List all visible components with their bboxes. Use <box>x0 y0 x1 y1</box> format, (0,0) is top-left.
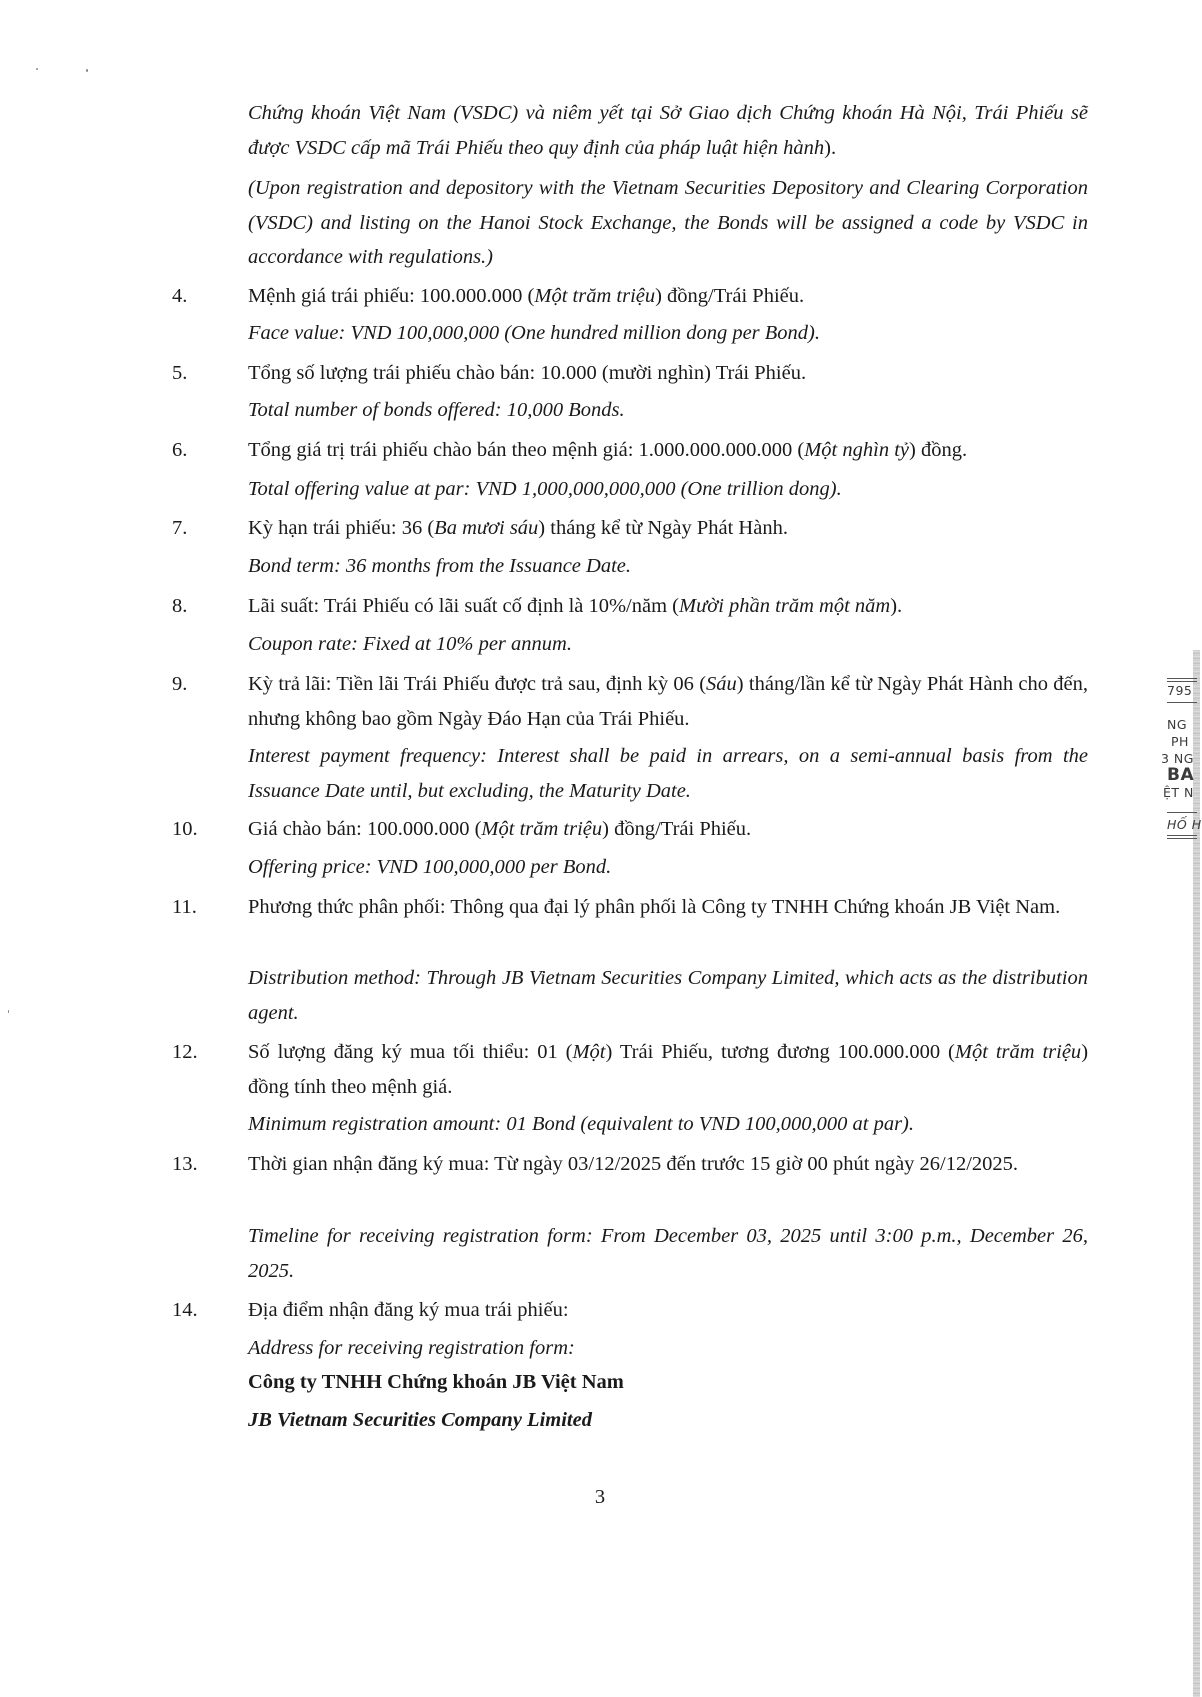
intro-english-text: (Upon registration and depository with the Vietnam Securities Depository and Clearing Corporation (VSDC) and listing on the Hanoi Stock Exchange, the Bonds will be assigned a code by VSDC in accordance with regulations.) <box>248 177 1088 268</box>
item-14-english: Address for receiving registration form: <box>248 1337 575 1359</box>
stamp-text: HỐ H <box>1167 817 1202 832</box>
text: Kỳ trả lãi: Tiền lãi Trái Phiếu được trả sau, định kỳ 06 ( <box>248 673 707 695</box>
stamp-rule <box>1167 681 1197 682</box>
intro-vietnamese-italic: Chứng khoán Việt Nam (VSDC) và niêm yết tại Sở Giao dịch Chứng khoán Hà Nội, Trái Phiếu sẽ được VSDC cấp mã Trái Phiếu theo quy định của pháp luật hiện hành <box>248 102 1088 159</box>
item-13-english: Timeline for receiving registration form: From December 03, 2025 until 3:00 p.m., December 26, 2025. <box>248 1225 1088 1282</box>
item-number: 5. <box>172 362 188 384</box>
item-6-vietnamese <box>248 433 1088 468</box>
item-8-english: Coupon rate: Fixed at 10% per annum. <box>248 633 572 655</box>
item-14-vietnamese: Địa điểm nhận đăng ký mua trái phiếu: <box>248 1299 569 1321</box>
text: ) đồng tính theo mệnh giá. <box>248 1041 1089 1098</box>
text: ) tháng/lần kể từ Ngày Phát Hành cho đến, nhưng không bao gồm Ngày Đáo Hạn của Trái Phiếu. <box>248 673 1088 730</box>
text-italic: Một nghìn tỷ <box>804 439 909 461</box>
text-italic: Sáu <box>706 673 737 695</box>
text: Tổng giá trị trái phiếu chào bán theo mệnh giá: 1.000.000.000.000 ( <box>248 439 805 461</box>
item-number: 7. <box>172 517 188 539</box>
text: ). <box>890 595 903 617</box>
item-9-english: Interest payment frequency: Interest shall be paid in arrears, on a semi-annual basis from the Issuance Date until, but excluding, the Maturity Date. <box>248 745 1088 802</box>
text-italic: Mười phần trăm một năm <box>679 595 891 617</box>
text: Kỳ hạn trái phiếu: 36 ( <box>248 517 435 539</box>
text: Lãi suất: Trái Phiếu có lãi suất cố định là 10%/năm ( <box>248 595 680 617</box>
stamp-text: NG <box>1167 717 1188 732</box>
page-number: 3 <box>594 1486 606 1508</box>
item-number: 13. <box>172 1153 198 1175</box>
scan-speck <box>86 69 88 72</box>
item-4-vietnamese <box>248 279 1088 314</box>
item-number: 4. <box>172 285 188 307</box>
stamp-rule <box>1167 812 1197 813</box>
text: ) tháng kể từ Ngày Phát Hành. <box>538 517 788 539</box>
text: ) đồng/Trái Phiếu. <box>655 285 805 307</box>
item-10-english: Offering price: VND 100,000,000 per Bond. <box>248 856 612 878</box>
item-12-vietnamese <box>248 1035 1088 1104</box>
item-4-english: Face value: VND 100,000,000 (One hundred million dong per Bond). <box>248 322 820 344</box>
text: ) đồng. <box>909 439 968 461</box>
text: Mệnh giá trái phiếu: 100.000.000 ( <box>248 285 535 307</box>
item-5-english: Total number of bonds offered: 10,000 Bonds. <box>248 399 625 421</box>
scan-speck <box>36 68 38 70</box>
item-5-vietnamese: Tổng số lượng trái phiếu chào bán: 10.000 (mười nghìn) Trái Phiếu. <box>248 362 807 384</box>
scan-speck <box>8 1010 9 1013</box>
stamp-text: PH <box>1171 734 1189 749</box>
item-number: 10. <box>172 818 198 840</box>
item-7-vietnamese <box>248 511 1088 546</box>
partial-seal-stamp <box>1161 678 1202 878</box>
stamp-text: 795 <box>1167 683 1193 698</box>
stamp-rule <box>1167 702 1197 703</box>
item-number: 14. <box>172 1299 198 1321</box>
intro-vietnamese-text <box>248 96 1088 165</box>
text: ) Trái Phiếu, tương đương 100.000.000 ( <box>605 1041 955 1063</box>
item-11-english: Distribution method: Through JB Vietnam Securities Company Limited, which acts as the distribution agent. <box>248 967 1088 1024</box>
text: ) đồng/Trái Phiếu. <box>602 818 752 840</box>
item-9-vietnamese <box>248 667 1088 736</box>
company-name-english: JB Vietnam Securities Company Limited <box>248 1409 592 1431</box>
item-7-english: Bond term: 36 months from the Issuance Date. <box>248 555 631 577</box>
item-number: 11. <box>172 896 197 918</box>
item-10-vietnamese <box>248 812 1088 847</box>
item-11-vietnamese: Phương thức phân phối: Thông qua đại lý phân phối là Công ty TNHH Chứng khoán JB Việt Nam. <box>248 896 1061 918</box>
intro-vietnamese-close: ). <box>824 136 837 159</box>
item-13-vietnamese: Thời gian nhận đăng ký mua: Từ ngày 03/12/2025 đến trước 15 giờ 00 phút ngày 26/12/2025. <box>248 1153 1019 1175</box>
item-6-english: Total offering value at par: VND 1,000,000,000,000 (One trillion dong). <box>248 478 842 500</box>
stamp-rule <box>1167 678 1197 679</box>
text-italic: Ba mươi sáu <box>434 517 539 539</box>
item-number: 8. <box>172 595 188 617</box>
item-number: 6. <box>172 439 188 461</box>
stamp-text: 3 NG <box>1161 751 1194 766</box>
company-name-vietnamese: Công ty TNHH Chứng khoán JB Việt Nam <box>248 1371 624 1393</box>
text: Giá chào bán: 100.000.000 ( <box>248 818 482 840</box>
item-8-vietnamese <box>248 589 1088 624</box>
item-12-english: Minimum registration amount: 01 Bond (equivalent to VND 100,000,000 at par). <box>248 1113 915 1135</box>
stamp-text: BA <box>1167 765 1195 785</box>
text-italic: Một <box>572 1041 606 1063</box>
text-italic: Một trăm triệu <box>534 285 656 307</box>
text: Số lượng đăng ký mua tối thiểu: 01 ( <box>248 1041 573 1063</box>
stamp-rule <box>1167 838 1197 839</box>
text-italic: Một trăm triệu <box>954 1041 1082 1063</box>
stamp-rule <box>1167 835 1197 836</box>
text-italic: Một trăm triệu <box>481 818 603 840</box>
stamp-text: ỆT N <box>1163 785 1194 800</box>
item-number: 12. <box>172 1041 198 1063</box>
item-number: 9. <box>172 673 188 695</box>
